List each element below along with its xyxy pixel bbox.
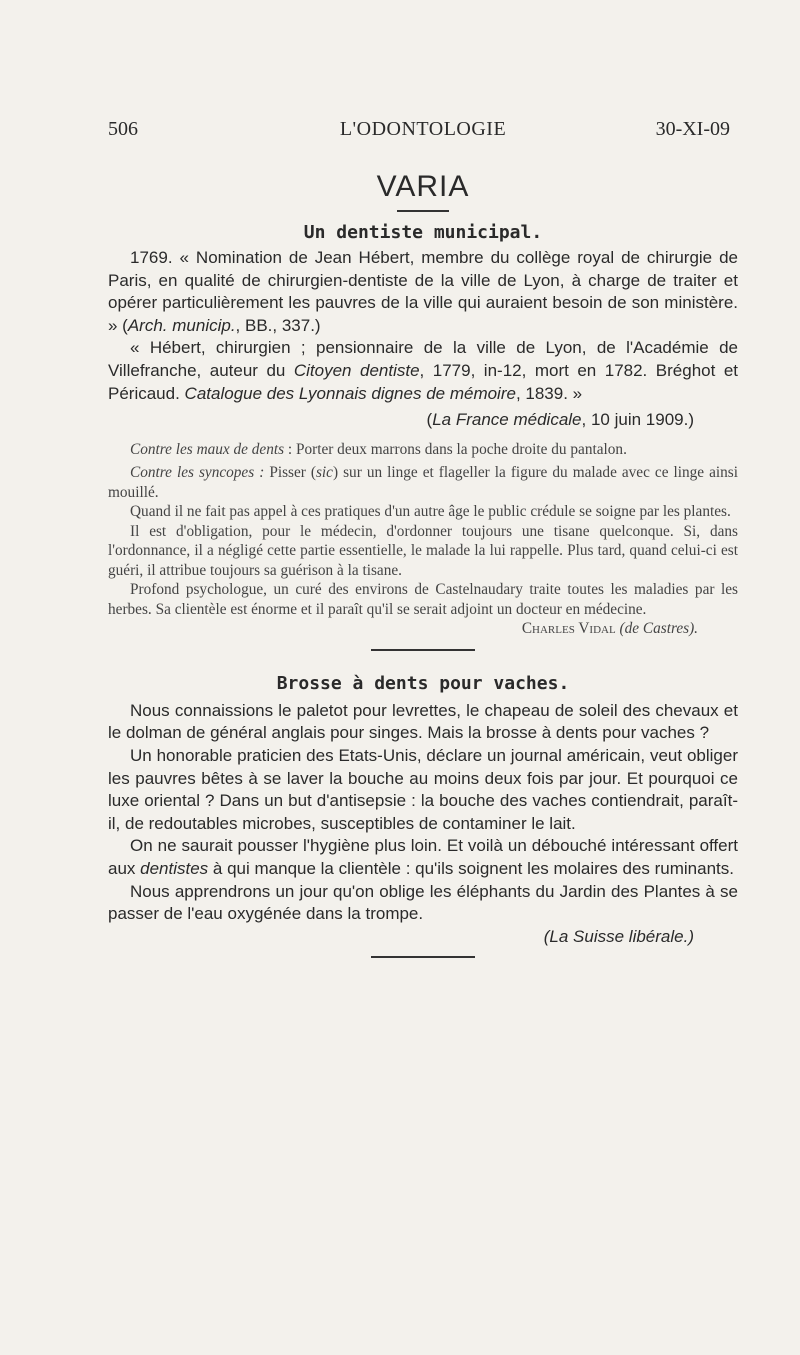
source-name: La France médicale [432,410,582,430]
running-head [108,118,738,152]
paragraph: Nous apprendrons un jour qu'on oblige les éléphants du Jardin des Plantes à se passer de l'eau oxygénée dans la trompe. [108,881,738,924]
emphasis: dentistes [140,858,209,878]
remedy-title: Contre les syncopes : [130,464,265,482]
section-title-dentiste: Un dentiste municipal. [303,222,543,243]
paragraph: 1769. « Nomination de Jean Hébert, membre du collège royal de chirurgie de Paris, en qualité de chirurgien-dentiste de la ville de Lyon, à charge de traiter et opérer particulièrement les pauvres de la ville qui auraient besoin de son ministère. » (Arch. municip., BB., 337.) [108,248,738,335]
paragraph: Contre les maux de dents : Porter deux marrons dans la poche droite du pantalon. [130,440,627,458]
paragraph: On ne saurait pousser l'hygiène plus loin. Et voilà un débouché intéressant offert aux dentistes à qui manque la clientèle : qu'ils soignent les molaires des ruminants. [108,836,738,878]
book-title: Citoyen dentiste [293,360,420,380]
page-number: 506 [108,118,138,140]
paragraph: Profond psychologue, un curé des environs de Castelnaudary traite toutes les maladies par les herbes. Sa clientèle est énorme et il paraît qu'il se serait adjoint un docteur en médecine. [108,581,738,618]
document-page [108,118,738,958]
title-rule [397,210,449,212]
author-name: Charles Vidal [521,620,616,638]
page-title: VARIA [376,170,470,203]
catalogue-title: Catalogue des Lyonnais dignes de mémoire [184,383,516,403]
issue-date: 30-XI-09 [655,118,730,140]
paragraph: Un honorable praticien des Etats-Unis, déclare un journal américain, veut obliger les pauvres bêtes à se laver la bouche au moins deux fois par jour. Et pourquoi ce luxe oriental ? Dans un but d'antisepsie : la bouche des vaches contiendrait, paraît-il, de redoutables microbes, susceptibles de contaminer le lait. [108,745,738,833]
author-place: (de Castres). [619,620,698,638]
section-brosse-body [108,700,738,949]
section-remedes-body [108,440,738,639]
end-rule [371,956,475,958]
paragraph: Il est d'obligation, pour le médecin, d'ordonner toujours une tisane quelconque. Si, dans l'ordonnance, il a négligé cette partie essentielle, le malade la lui rappelle. Plus tard, quand celui-ci est guéri, il attribue toujours sa guérison à la tisane. [108,522,738,579]
section-title-brosse: Brosse à dents pour vaches. [276,672,570,694]
journal-title: L'ODONTOLOGIE [339,118,507,140]
paragraph: Nous connaissions le paletot pour levrettes, le chapeau de soleil des chevaux et le dolman de général anglais pour singes. Mais la brosse à dents pour vaches ? [108,700,738,743]
paragraph: « Hébert, chirurgien ; pensionnaire de la ville de Lyon, de l'Académie de Villefranche, auteur du Citoyen dentiste, 1779, in-12, mort en 1782. Bréghot et Péricaud. Catalogue des Lyonnais dignes de mémoire, 1839. » [108,338,738,403]
paragraph: Quand il ne fait pas appel à ces pratiques d'un autre âge le public crédule se soigne par les plantes. [130,503,731,521]
signature [108,619,738,639]
remedy-title: Contre les maux de dents [130,440,285,458]
paragraph: Contre les syncopes : Pisser (sic) sur un linge et flageller la figure du malade avec ce linge ainsi mouillé. [108,464,739,501]
section-rule [371,649,475,651]
section-dentiste-body [108,247,738,432]
source-line: (La Suisse libérale.) [543,926,694,946]
reference: Arch. municip. [127,315,236,335]
source-line: (La France médicale, 10 juin 1909.) [426,410,694,430]
